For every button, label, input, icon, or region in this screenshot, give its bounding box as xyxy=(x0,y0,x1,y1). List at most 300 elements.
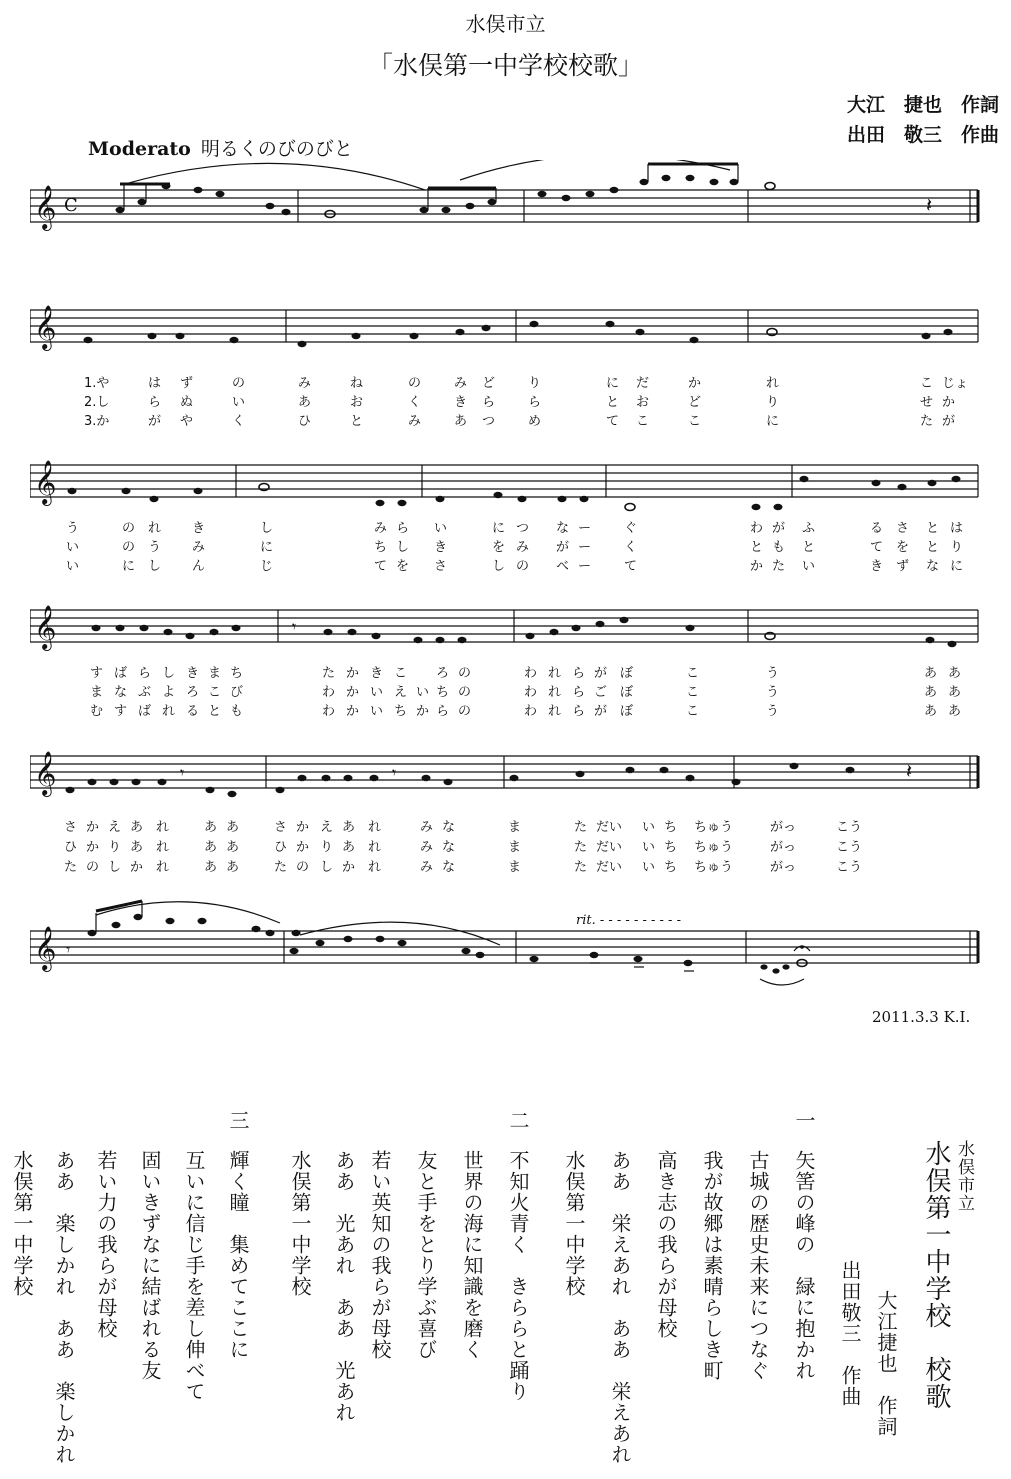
lyric-syllable: れ xyxy=(162,704,176,719)
lyric-syllable: か xyxy=(346,666,360,681)
lyric-syllable: が xyxy=(942,414,956,429)
lyric-syllable: な xyxy=(442,840,456,855)
tempo-word: Moderato xyxy=(88,138,191,160)
lyric-syllable: こ xyxy=(636,414,650,429)
lyric-syllable: え xyxy=(108,820,122,835)
verse-3-number: 三 xyxy=(226,1110,250,1131)
lyric-syllable: ら xyxy=(396,521,410,536)
lyric-syllable: う xyxy=(766,704,780,719)
svg-text:𝄞: 𝄞 xyxy=(34,926,57,970)
city-label: 水俣市立 xyxy=(465,12,546,36)
lyric-syllable: が xyxy=(594,666,608,681)
svg-text:𝄾: 𝄾 xyxy=(66,940,71,959)
verse-3-line-6: 水俣第一中学校 xyxy=(10,1150,34,1297)
lyric-syllable: す xyxy=(90,666,104,681)
lyric-syllable: や xyxy=(180,414,194,429)
lyric-syllable: ら xyxy=(572,666,586,681)
lyric-syllable: し xyxy=(320,860,334,875)
lyric-syllable: がっ xyxy=(770,860,797,875)
lyric-syllable: こう xyxy=(836,820,863,835)
lyric-line-3-verse3 xyxy=(30,555,990,575)
lyric-syllable: え xyxy=(320,820,334,835)
lyric-syllable: み xyxy=(374,521,388,536)
lyric-syllable: わ xyxy=(524,704,538,719)
lyric-syllable: わ xyxy=(750,521,764,536)
lyric-syllable: ふ xyxy=(802,521,816,536)
lyric-syllable: こ xyxy=(686,666,700,681)
lyric-syllable: に xyxy=(606,376,620,391)
lyric-syllable: に xyxy=(260,540,274,555)
lyric-syllable: く xyxy=(408,395,422,410)
lyric-syllable: じょ xyxy=(942,376,969,391)
lyric-syllable: あ xyxy=(130,820,144,835)
lyric-syllable: こ xyxy=(208,685,222,700)
lyric-syllable: ね xyxy=(350,376,364,391)
lyric-syllable: お xyxy=(350,395,364,410)
lyric-syllable: ち xyxy=(394,704,408,719)
lyric-syllable: き xyxy=(186,666,200,681)
lyric-line-2-verse1 xyxy=(30,372,990,392)
lyric-syllable: ー xyxy=(578,540,592,555)
lyric-syllable: た xyxy=(322,666,336,681)
lyric-syllable: い xyxy=(642,840,656,855)
lyric-syllable: び xyxy=(230,685,244,700)
lyric-syllable: き xyxy=(454,395,468,410)
verse-2-line-4: 若い英知の我らが母校 xyxy=(368,1150,392,1360)
lyric-syllable: と xyxy=(208,704,222,719)
lyric-syllable: つ xyxy=(516,521,530,536)
lyric-line-4-verse1 xyxy=(30,662,990,682)
lyric-syllable: 2.し xyxy=(84,395,110,410)
lyric-syllable: か xyxy=(296,840,310,855)
lyric-syllable: あ xyxy=(226,820,240,835)
lyric-syllable: ぶ xyxy=(138,685,152,700)
lyric-syllable: 3.か xyxy=(84,414,110,429)
lyric-syllable: に xyxy=(766,414,780,429)
lyric-syllable: ちゅう xyxy=(694,840,734,855)
lyric-syllable: ベ xyxy=(556,559,570,574)
verse-3-line-4: 若い力の我らが母校 xyxy=(94,1150,118,1339)
lyric-syllable: た xyxy=(920,414,934,429)
tempo-marking xyxy=(88,134,353,161)
lyric-syllable: さ xyxy=(896,521,910,536)
lyric-syllable: な xyxy=(114,685,128,700)
lyric-syllable: か xyxy=(750,559,764,574)
lyric-syllable: い xyxy=(802,559,816,574)
vertical-city: 水俣市立 xyxy=(954,1140,974,1212)
lyric-syllable: し xyxy=(148,559,162,574)
staff-system-6 xyxy=(30,895,990,995)
lyric-syllable: ご xyxy=(594,685,608,700)
lyric-syllable: り xyxy=(320,840,334,855)
staff-system-2 xyxy=(30,290,990,440)
lyric-syllable: ぼ xyxy=(620,704,634,719)
lyric-syllable: の xyxy=(122,521,136,536)
lyric-syllable: を xyxy=(896,540,910,555)
verse-2-line-1: 不知火青く きららと踊り xyxy=(506,1150,530,1402)
lyric-syllable: む xyxy=(90,704,104,719)
lyric-syllable: い xyxy=(416,685,430,700)
lyric-syllable: が xyxy=(772,521,786,536)
lyric-syllable: ぼ xyxy=(620,666,634,681)
lyric-syllable: い xyxy=(642,860,656,875)
lyric-syllable: つ xyxy=(482,414,496,429)
lyric-syllable: い xyxy=(642,820,656,835)
lyric-syllable: ろ xyxy=(186,685,200,700)
lyric-syllable: ら xyxy=(436,704,450,719)
svg-text:C: C xyxy=(64,195,78,216)
verse-1-line-2: 古城の歴史未来につなぐ xyxy=(746,1150,770,1381)
lyric-syllable: ちゅう xyxy=(694,820,734,835)
lyric-syllable: れ xyxy=(368,860,382,875)
verse-2-line-5: ああ 光あれ ああ 光あれ xyxy=(332,1150,356,1423)
lyric-syllable: ち xyxy=(230,666,244,681)
lyric-syllable: に xyxy=(950,559,964,574)
lyric-syllable: あ xyxy=(226,840,240,855)
lyric-syllable: ら xyxy=(528,395,542,410)
lyric-syllable: も xyxy=(772,540,786,555)
lyric-syllable: に xyxy=(122,559,136,574)
lyric-syllable: も xyxy=(230,704,244,719)
lyric-syllable: あ xyxy=(226,860,240,875)
lyric-syllable: あ xyxy=(298,395,312,410)
verse-1-line-6: 水俣第一中学校 xyxy=(562,1150,586,1297)
lyric-syllable: り xyxy=(108,840,122,855)
lyric-syllable: と xyxy=(750,540,764,555)
lyric-line-5-verse3 xyxy=(30,856,990,876)
lyric-syllable: ら xyxy=(482,395,496,410)
lyric-syllable: ち xyxy=(436,685,450,700)
lyric-syllable: の xyxy=(296,860,310,875)
lyric-syllable: お xyxy=(636,395,650,410)
lyric-syllable: る xyxy=(870,521,884,536)
lyric-syllable: あ xyxy=(204,840,218,855)
lyric-line-4-verse2 xyxy=(30,681,990,701)
staff-system-5 xyxy=(30,736,990,876)
lyric-syllable: と xyxy=(606,395,620,410)
vertical-lyricist: 大江捷也 作詞 xyxy=(874,1290,898,1437)
lyric-syllable: い xyxy=(370,685,384,700)
lyric-syllable: み xyxy=(454,376,468,391)
lyric-syllable: た xyxy=(274,860,288,875)
lyric-syllable: か xyxy=(346,704,360,719)
lyric-syllable: く xyxy=(624,540,638,555)
lyric-syllable: な xyxy=(556,521,570,536)
svg-text:𝄽: 𝄽 xyxy=(906,759,913,783)
lyric-syllable: な xyxy=(926,559,940,574)
lyric-syllable: す xyxy=(114,704,128,719)
lyric-syllable: わ xyxy=(524,666,538,681)
lyric-syllable: の xyxy=(458,666,472,681)
verse-2-line-6: 水俣第一中学校 xyxy=(288,1150,312,1297)
lyric-syllable: ち xyxy=(664,860,678,875)
verse-1-line-1: 矢筈の峰の 緑に抱かれ xyxy=(792,1150,816,1381)
staff-5 xyxy=(30,736,990,816)
lyric-syllable: れ xyxy=(368,840,382,855)
verse-3-line-1: 輝く瞳 集めてここに xyxy=(226,1150,250,1360)
lyric-syllable: あ xyxy=(924,666,938,681)
lyric-syllable: ひ xyxy=(298,414,312,429)
lyric-syllable: あ xyxy=(342,840,356,855)
lyric-syllable: た xyxy=(574,860,588,875)
lyric-syllable: し xyxy=(492,559,506,574)
lyric-syllable: こ xyxy=(686,685,700,700)
lyric-syllable: あ xyxy=(454,414,468,429)
staff-4 xyxy=(30,590,990,670)
lyric-syllable: は xyxy=(148,376,162,391)
lyric-syllable: か xyxy=(688,376,702,391)
expression-text: 明るくのびのびと xyxy=(200,138,353,160)
lyric-line-5-verse2 xyxy=(30,836,990,856)
lyric-line-4-verse3 xyxy=(30,700,990,720)
verse-3-line-3: 固いきずなに結ばれる友 xyxy=(138,1150,162,1381)
lyric-syllable: ば xyxy=(138,704,152,719)
lyric-syllable: よ xyxy=(162,685,176,700)
lyric-syllable: か xyxy=(942,395,956,410)
lyric-syllable: れ xyxy=(766,376,780,391)
verse-1-line-3: 我が故郷は素晴らしき町 xyxy=(700,1150,724,1381)
lyric-line-3-verse1 xyxy=(30,517,990,537)
lyric-syllable: て xyxy=(606,414,620,429)
lyric-syllable: さ xyxy=(274,820,288,835)
staff-system-3 xyxy=(30,445,990,585)
lyric-syllable: た xyxy=(574,840,588,855)
lyric-syllable: こ xyxy=(394,666,408,681)
lyric-syllable: が xyxy=(594,704,608,719)
lyric-syllable: ち xyxy=(664,840,678,855)
verse-3-line-2: 互いに信じ手を差し伸べて xyxy=(182,1150,206,1402)
vertical-composer: 出田敬三 作曲 xyxy=(838,1260,862,1407)
lyric-syllable: て xyxy=(374,559,388,574)
lyric-syllable: れ xyxy=(548,704,562,719)
staff-1 xyxy=(30,160,990,250)
lyric-syllable: り xyxy=(950,540,964,555)
lyric-syllable: れ xyxy=(548,666,562,681)
lyric-syllable: あ xyxy=(948,685,962,700)
lyric-syllable: の xyxy=(408,376,422,391)
lyric-syllable: ぼ xyxy=(620,685,634,700)
verse-2-line-2: 世界の海に知識を磨く xyxy=(460,1150,484,1360)
lyric-syllable: ま xyxy=(508,840,522,855)
lyric-syllable: あ xyxy=(204,860,218,875)
lyric-syllable: れ xyxy=(156,820,170,835)
lyric-syllable: ば xyxy=(114,666,128,681)
lyric-syllable: し xyxy=(260,521,274,536)
lyric-syllable: の xyxy=(516,559,530,574)
lyric-syllable: こ xyxy=(688,414,702,429)
svg-text:𝄽: 𝄽 xyxy=(926,193,933,217)
lyric-syllable: あ xyxy=(924,704,938,719)
lyric-syllable: れ xyxy=(368,820,382,835)
lyric-syllable: く xyxy=(232,414,246,429)
vertical-title: 水俣第一中学校 校歌 xyxy=(921,1140,951,1410)
lyric-line-3-verse2 xyxy=(30,536,990,556)
lyric-syllable: な xyxy=(442,860,456,875)
svg-text:𝄾: 𝄾 xyxy=(392,763,397,782)
lyric-syllable: が xyxy=(148,414,162,429)
verse-2-line-3: 友と手をとり学ぶ喜び xyxy=(414,1150,438,1360)
verse-1-line-4: 高き志の我らが母校 xyxy=(654,1150,678,1339)
lyric-syllable: み xyxy=(408,414,422,429)
lyric-syllable: き xyxy=(192,521,206,536)
date-signature: 2011.3.3 K.I. xyxy=(872,1008,971,1026)
staff-system-1 xyxy=(30,160,990,250)
composer-credit: 出田 敬三 作曲 xyxy=(846,124,999,146)
svg-text:𝄾: 𝄾 xyxy=(292,617,297,636)
lyric-syllable: ぬ xyxy=(180,395,194,410)
lyric-syllable: れ xyxy=(148,521,162,536)
lyric-syllable: か xyxy=(416,704,430,719)
lyric-syllable: が xyxy=(556,540,570,555)
lyric-syllable: き xyxy=(370,666,384,681)
lyric-syllable: し xyxy=(162,666,176,681)
svg-text:𝄾: 𝄾 xyxy=(180,763,185,782)
staff-2 xyxy=(30,290,990,370)
lyric-syllable: せ xyxy=(920,395,934,410)
lyric-syllable: か xyxy=(86,840,100,855)
lyric-syllable: わ xyxy=(322,685,336,700)
lyric-syllable: て xyxy=(624,559,638,574)
lyric-syllable: た xyxy=(64,860,78,875)
lyric-syllable: ん xyxy=(192,559,206,574)
staff-6 xyxy=(30,895,990,995)
verse-3-line-5: ああ 楽しかれ ああ 楽しかれ xyxy=(52,1150,76,1465)
lyric-syllable: さ xyxy=(64,820,78,835)
lyric-syllable: ず xyxy=(896,559,910,574)
lyric-syllable: ひ xyxy=(274,840,288,855)
lyric-syllable: と xyxy=(926,521,940,536)
staff-system-4 xyxy=(30,590,990,730)
lyric-syllable: た xyxy=(574,820,588,835)
lyric-syllable: だい xyxy=(596,840,623,855)
lyric-syllable: し xyxy=(108,860,122,875)
lyric-syllable: う xyxy=(66,521,80,536)
lyric-syllable: い xyxy=(232,395,246,410)
svg-text:𝄞: 𝄞 xyxy=(34,185,57,229)
lyric-syllable: の xyxy=(458,685,472,700)
lyric-syllable: こう xyxy=(836,860,863,875)
lyric-syllable: る xyxy=(186,704,200,719)
lyric-syllable: ちゅう xyxy=(694,860,734,875)
lyric-syllable: た xyxy=(772,559,786,574)
lyric-syllable: だ xyxy=(636,376,650,391)
lyric-syllable: こ xyxy=(920,376,934,391)
lyric-syllable: だい xyxy=(596,820,623,835)
lyric-syllable: と xyxy=(926,540,940,555)
staff-3 xyxy=(30,445,990,525)
lyric-syllable: れ xyxy=(156,860,170,875)
lyric-syllable: か xyxy=(342,860,356,875)
lyric-syllable: い xyxy=(66,559,80,574)
lyric-syllable: ま xyxy=(508,820,522,835)
lyric-syllable: あ xyxy=(130,840,144,855)
lyric-syllable: い xyxy=(66,540,80,555)
lyric-syllable: と xyxy=(350,414,364,429)
lyric-syllable: み xyxy=(192,540,206,555)
lyric-syllable: わ xyxy=(322,704,336,719)
lyric-syllable: み xyxy=(420,860,434,875)
lyric-syllable: か xyxy=(346,685,360,700)
ritardando-marking: rit. - - - - - - - - - - xyxy=(576,913,681,928)
lyric-syllable: ら xyxy=(572,704,586,719)
lyric-syllable: あ xyxy=(924,685,938,700)
lyric-syllable: れ xyxy=(156,840,170,855)
lyric-syllable: がっ xyxy=(770,840,797,855)
lyric-syllable: ず xyxy=(180,376,194,391)
lyric-syllable: か xyxy=(296,820,310,835)
lyric-syllable: の xyxy=(232,376,246,391)
lyric-syllable: がっ xyxy=(770,820,797,835)
verse-1-number: 一 xyxy=(792,1110,816,1131)
lyric-syllable: こう xyxy=(836,840,863,855)
lyric-syllable: い xyxy=(370,704,384,719)
lyric-syllable: み xyxy=(298,376,312,391)
lyric-syllable: い xyxy=(434,521,448,536)
lyric-syllable: て xyxy=(870,540,884,555)
lyric-syllable: あ xyxy=(948,704,962,719)
lyric-syllable: な xyxy=(442,820,456,835)
lyric-syllable: う xyxy=(766,666,780,681)
lyric-syllable: あ xyxy=(948,666,962,681)
lyric-syllable: う xyxy=(766,685,780,700)
lyric-syllable: ひ xyxy=(64,840,78,855)
song-title: 「水俣第一中学校校歌」 xyxy=(367,51,643,80)
lyric-syllable: り xyxy=(766,395,780,410)
lyric-syllable: か xyxy=(86,820,100,835)
lyric-syllable: じ xyxy=(260,559,274,574)
lyric-syllable: め xyxy=(528,414,542,429)
lyric-syllable: あ xyxy=(204,820,218,835)
lyric-syllable: し xyxy=(396,540,410,555)
lyric-syllable: り xyxy=(528,376,542,391)
lyric-syllable: み xyxy=(420,840,434,855)
lyric-syllable: さ xyxy=(434,559,448,574)
lyric-line-2-verse2 xyxy=(30,391,990,411)
lyric-line-5-verse1 xyxy=(30,816,990,836)
lyric-syllable: ら xyxy=(572,685,586,700)
lyric-syllable: ー xyxy=(578,559,592,574)
verse-1-line-5: ああ 栄えあれ ああ 栄えあれ xyxy=(608,1150,632,1465)
lyric-syllable: き xyxy=(870,559,884,574)
lyric-syllable: あ xyxy=(342,820,356,835)
lyric-syllable: ろ xyxy=(436,666,450,681)
lyric-syllable: ま xyxy=(508,860,522,875)
verse-2-number: 二 xyxy=(506,1110,530,1131)
lyric-syllable: 1.や xyxy=(84,376,110,391)
lyric-syllable: を xyxy=(396,559,410,574)
lyric-syllable: ら xyxy=(138,666,152,681)
lyric-syllable: ど xyxy=(482,376,496,391)
lyric-syllable: え xyxy=(394,685,408,700)
lyric-syllable: ー xyxy=(578,521,592,536)
lyric-syllable: こ xyxy=(686,704,700,719)
lyric-syllable: ま xyxy=(208,666,222,681)
lyric-syllable: ど xyxy=(688,395,702,410)
credits xyxy=(847,90,999,150)
lyric-syllable: か xyxy=(130,860,144,875)
lyric-syllable: み xyxy=(516,540,530,555)
lyric-syllable: と xyxy=(802,540,816,555)
lyric-syllable: の xyxy=(458,704,472,719)
lyric-syllable: だい xyxy=(596,860,623,875)
lyricist-credit: 大江 捷也 作詞 xyxy=(846,94,999,116)
lyric-syllable: う xyxy=(148,540,162,555)
lyric-syllable: の xyxy=(122,540,136,555)
lyric-syllable: を xyxy=(492,540,506,555)
lyric-syllable: み xyxy=(420,820,434,835)
svg-text:𝄞: 𝄞 xyxy=(34,305,57,349)
lyric-syllable: ち xyxy=(374,540,388,555)
